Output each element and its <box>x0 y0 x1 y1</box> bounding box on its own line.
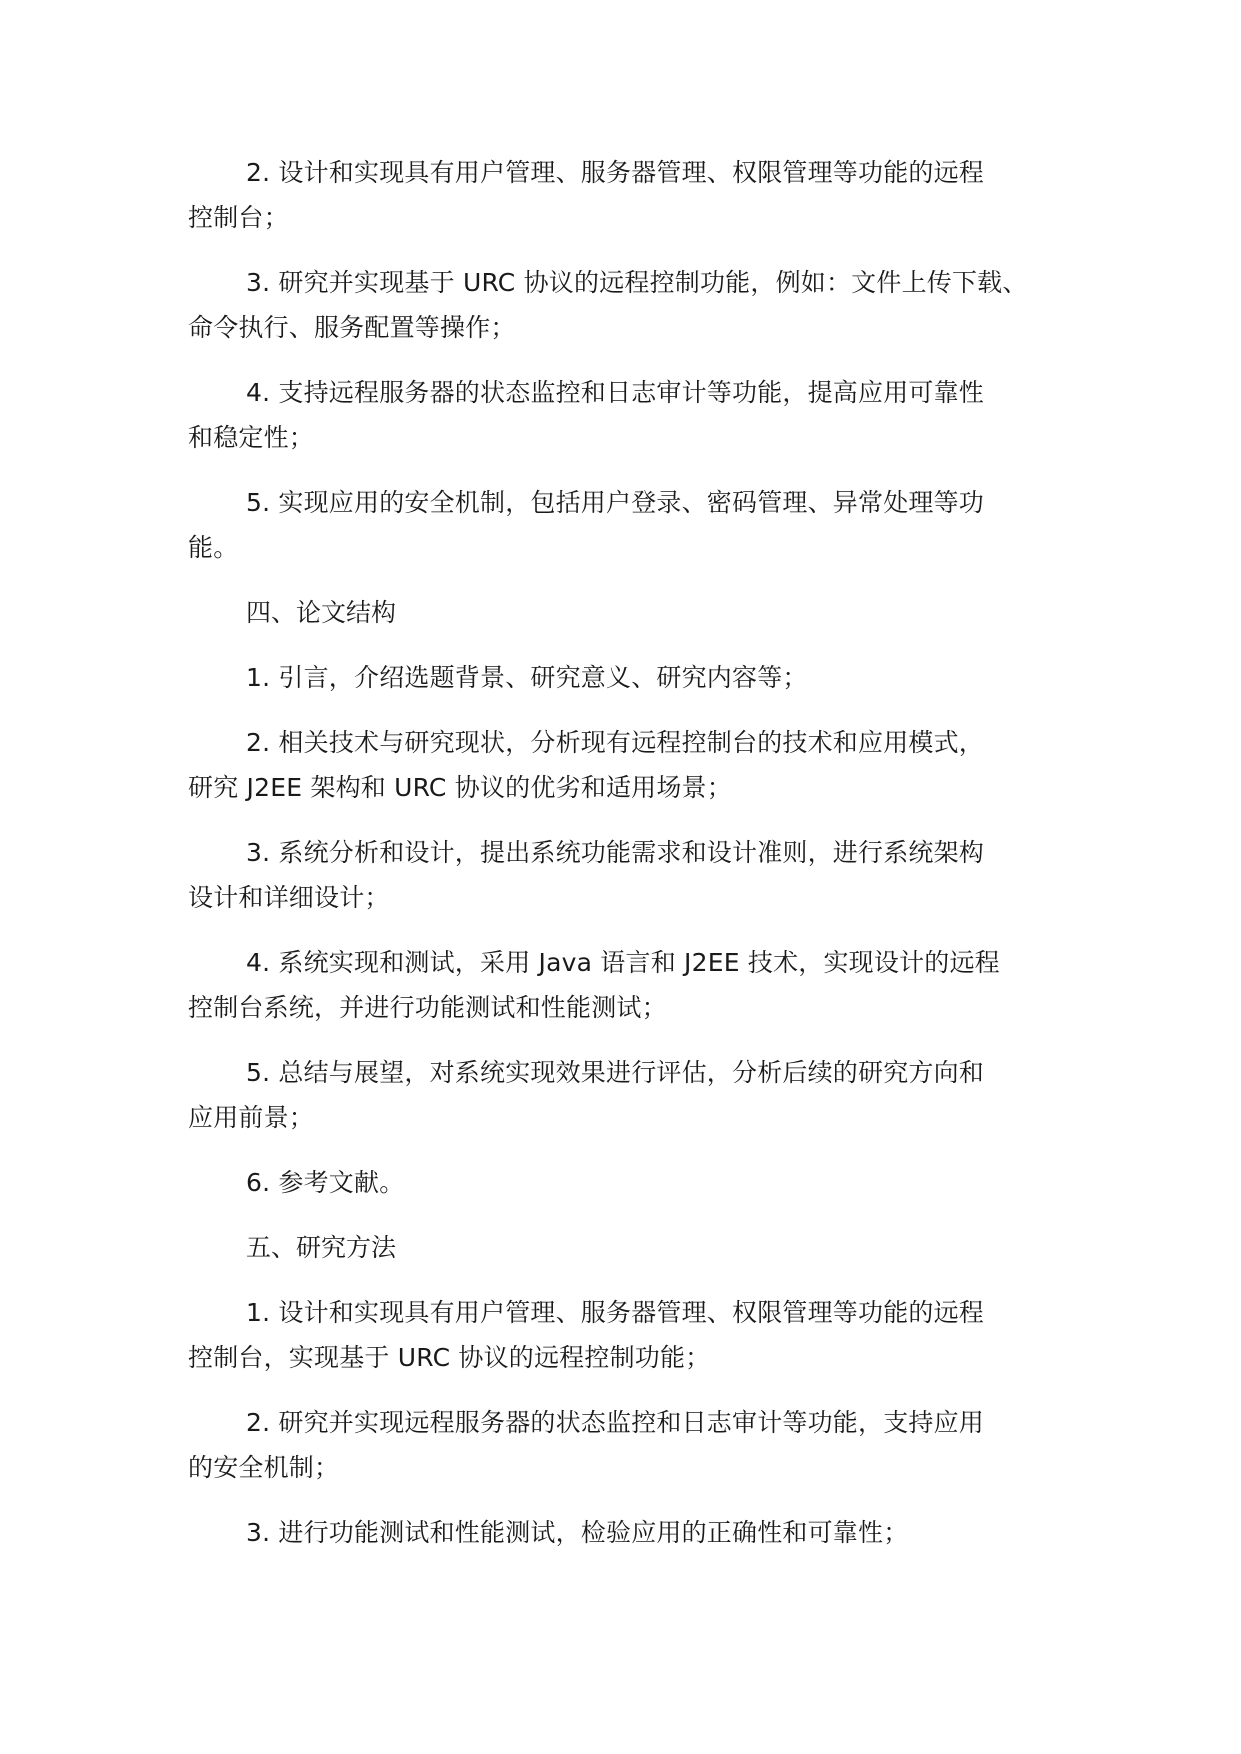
list-item <box>188 150 1050 240</box>
document-body <box>188 150 1050 1575</box>
text-line: 和稳定性； <box>188 423 315 452</box>
list-item <box>188 480 1050 570</box>
text-line: 2. 设计和实现具有用户管理、服务器管理、权限管理等功能的远程 <box>246 158 985 187</box>
text-line: 2. 研究并实现远程服务器的状态监控和日志审计等功能，支持应用 <box>246 1408 985 1437</box>
text-line: 控制台，实现基于 URC 协议的远程控制功能； <box>188 1343 711 1372</box>
heading-text: 五、研究方法 <box>246 1233 397 1262</box>
heading-text: 四、论文结构 <box>246 598 397 627</box>
section-heading <box>188 590 1050 635</box>
text-line: 3. 研究并实现基于 URC 协议的远程控制功能，例如：文件上传下载、 <box>246 268 1028 297</box>
text-line: 1. 设计和实现具有用户管理、服务器管理、权限管理等功能的远程 <box>246 1298 985 1327</box>
list-item <box>188 1510 1050 1555</box>
text-line: 应用前景； <box>188 1103 315 1132</box>
text-line: 控制台； <box>188 203 289 232</box>
text-line: 5. 总结与展望，对系统实现效果进行评估，分析后续的研究方向和 <box>246 1058 985 1087</box>
list-item <box>188 940 1050 1030</box>
list-item <box>188 1290 1050 1380</box>
list-item <box>188 720 1050 810</box>
text-line: 2. 相关技术与研究现状，分析现有远程控制台的技术和应用模式， <box>246 728 985 757</box>
text-line: 命令执行、服务配置等操作； <box>188 313 516 342</box>
text-line: 控制台系统，并进行功能测试和性能测试； <box>188 993 667 1022</box>
list-item <box>188 260 1050 350</box>
list-item <box>188 1160 1050 1205</box>
text-line: 5. 实现应用的安全机制，包括用户登录、密码管理、异常处理等功 <box>246 488 985 517</box>
text-line: 研究 J2EE 架构和 URC 协议的优劣和适用场景； <box>188 773 732 802</box>
text-line: 6. 参考文献。 <box>246 1168 405 1197</box>
list-item <box>188 1400 1050 1490</box>
text-line: 3. 进行功能测试和性能测试，检验应用的正确性和可靠性； <box>246 1518 909 1547</box>
list-item <box>188 370 1050 460</box>
text-line: 的安全机制； <box>188 1453 340 1482</box>
list-item <box>188 655 1050 700</box>
text-line: 能。 <box>188 533 239 562</box>
list-item <box>188 1050 1050 1140</box>
list-item <box>188 830 1050 920</box>
text-line: 4. 系统实现和测试，采用 Java 语言和 J2EE 技术，实现设计的远程 <box>246 948 1000 977</box>
text-line: 设计和详细设计； <box>188 883 390 912</box>
text-line: 1. 引言，介绍选题背景、研究意义、研究内容等； <box>246 663 808 692</box>
section-heading <box>188 1225 1050 1270</box>
text-line: 4. 支持远程服务器的状态监控和日志审计等功能，提高应用可靠性 <box>246 378 985 407</box>
text-line: 3. 系统分析和设计，提出系统功能需求和设计准则，进行系统架构 <box>246 838 985 867</box>
